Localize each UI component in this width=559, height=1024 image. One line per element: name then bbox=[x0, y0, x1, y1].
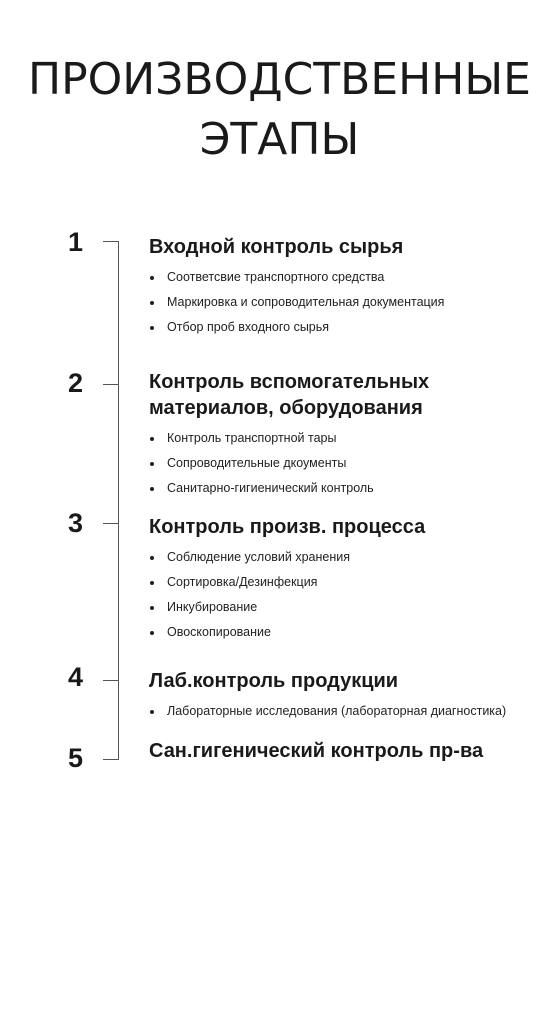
stage-4-number: 4 bbox=[68, 662, 84, 692]
stage-5-connector bbox=[103, 759, 119, 760]
stage-1-list bbox=[148, 265, 444, 340]
stage-3-item: Соблюдение условий хранения bbox=[148, 545, 350, 570]
stage-2-item: Сопроводительные дкоументы bbox=[148, 451, 374, 476]
stage-1-item: Отбор проб входного сырья bbox=[148, 315, 444, 340]
stage-2-heading-line-2: материалов, оборудования bbox=[149, 397, 423, 419]
stage-3-item: Сортировка/Дезинфекция bbox=[148, 570, 350, 595]
stage-4-item: Лабораторные исследования (лабораторная диагностика) bbox=[148, 699, 506, 724]
stage-2-connector bbox=[103, 384, 119, 385]
stage-5-heading bbox=[149, 738, 483, 764]
stage-3-number: 3 bbox=[68, 508, 84, 538]
stage-3-item: Инкубирование bbox=[148, 595, 350, 620]
page-title-line-1: ПРОИЗВОДСТВЕННЫЕ bbox=[28, 54, 531, 105]
stage-1-heading-line-1: Входной контроль сырья bbox=[149, 236, 404, 258]
page-title-line-2: ЭТАПЫ bbox=[199, 114, 360, 165]
stage-1-item: Соответсвие транспортного средства bbox=[148, 265, 444, 290]
stage-1-connector bbox=[103, 241, 119, 242]
stage-5-heading-line-1: Сан.гигенический контроль пр-ва bbox=[149, 740, 484, 762]
stage-2-list bbox=[148, 426, 374, 501]
stage-1-heading bbox=[149, 234, 403, 260]
stage-2-heading-line-1: Контроль вспомогательных bbox=[149, 371, 430, 393]
stage-1-number: 1 bbox=[68, 227, 84, 257]
stage-4-heading-line-1: Лаб.контроль продукции bbox=[149, 670, 399, 692]
stage-3-heading-line-1: Контроль произв. процесса bbox=[149, 516, 426, 538]
stage-3-list bbox=[148, 545, 350, 645]
stage-2-item: Санитарно-гигиенический контроль bbox=[148, 476, 374, 501]
stage-2-number: 2 bbox=[68, 368, 84, 398]
stage-5-number: 5 bbox=[68, 743, 84, 773]
stage-4-list bbox=[148, 699, 506, 724]
stage-4-connector bbox=[103, 680, 119, 681]
timeline-spine bbox=[118, 241, 119, 759]
stage-2-item: Контроль транспортной тары bbox=[148, 426, 374, 451]
stage-1-item: Маркировка и сопроводительная документация bbox=[148, 290, 444, 315]
stage-3-connector bbox=[103, 523, 119, 524]
stage-3-heading bbox=[149, 514, 425, 540]
stage-4-heading bbox=[149, 668, 398, 694]
stage-3-item: Овоскопирование bbox=[148, 620, 350, 645]
stage-2-heading bbox=[149, 369, 429, 421]
